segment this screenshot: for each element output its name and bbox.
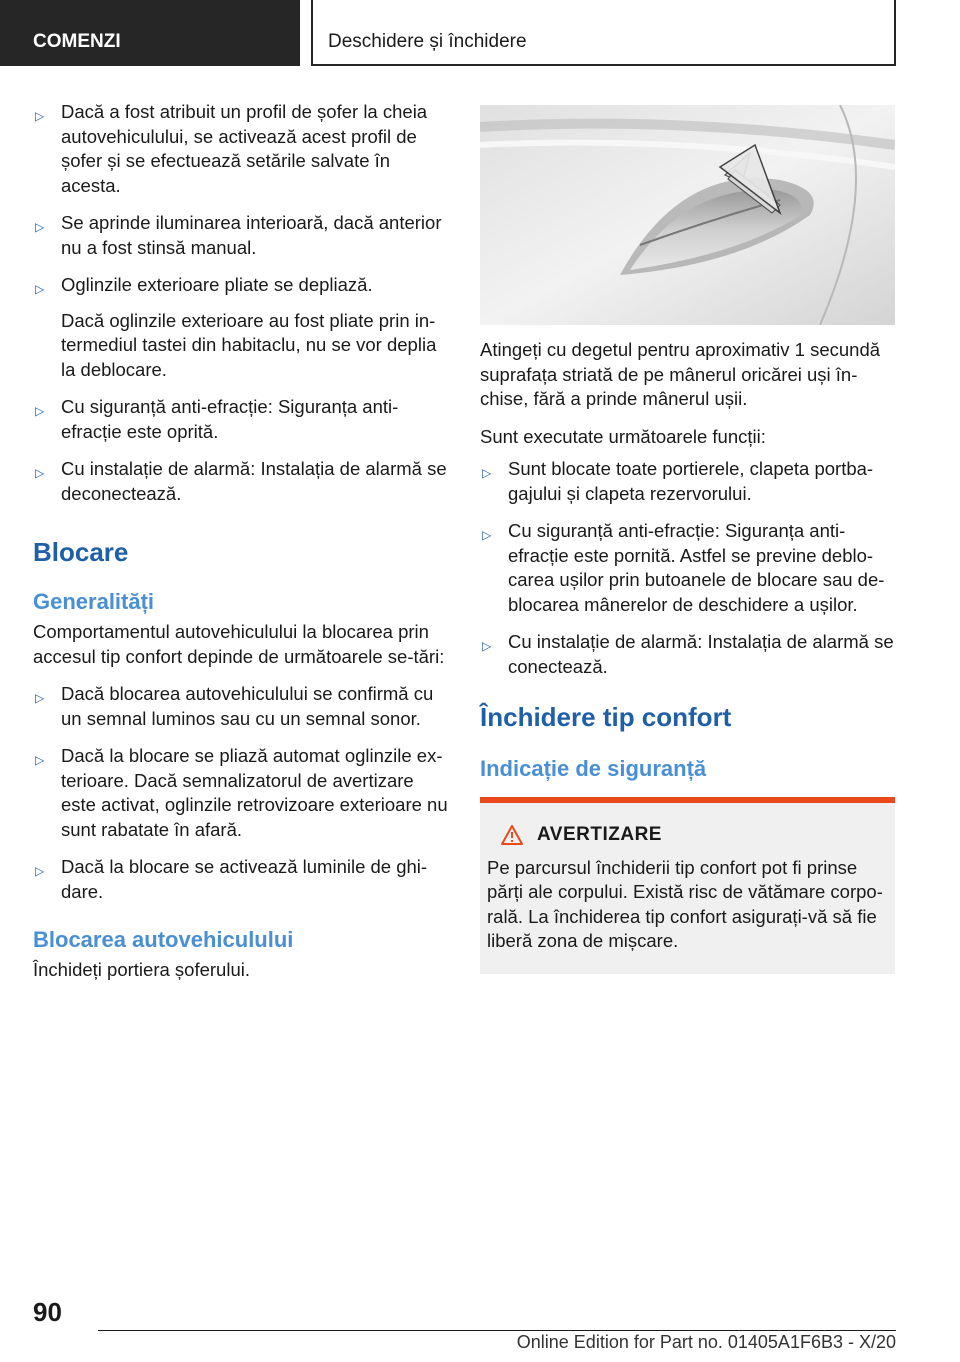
bullet-triangle-icon: ▷ — [35, 691, 45, 705]
blocarea-paragraph: Închideți portiera șoferului. — [33, 959, 250, 980]
list-item: ▷ Dacă blocarea autovehiculului se confirmă cu un semnal luminos sau cu un semnal sonor. — [35, 683, 434, 729]
door-handle-photo — [480, 105, 895, 325]
list-item: ▷ Dacă la blocare se activează luminile de ghi‐dare. — [35, 856, 428, 902]
functions-list — [480, 457, 895, 679]
list-item: ▷ Cu siguranță anti-efracție: Siguranța anti-efracție este oprită. — [35, 396, 399, 442]
list-item: ▷ Oglinzile exterioare pliate se depliază. Dacă oglinzile exterioare au fost pliate prin in‐termediul tastei din habitaclu, nu se vor deplia la deblocare. — [33, 273, 448, 382]
bullet-triangle-icon: ▷ — [35, 109, 45, 123]
unlock-bullet-list — [33, 100, 448, 506]
bullet-triangle-icon: ▷ — [482, 639, 492, 653]
list-item: ▷ Se aprinde iluminarea interioară, dacă anterior nu a fost stinsă manual. — [35, 212, 442, 258]
bullet-triangle-icon: ▷ — [35, 753, 45, 767]
heading-inchidere-tip-confort: Închidere tip confort — [480, 702, 732, 732]
heading-blocare: Blocare — [33, 537, 129, 567]
bullet-triangle-icon: ▷ — [482, 466, 492, 480]
warning-box — [480, 797, 895, 974]
edition-footer: Online Edition for Part no. 01405A1F6B3 - X/20 — [516, 1332, 896, 1352]
bullet-triangle-icon: ▷ — [482, 528, 492, 542]
list-item: ▷ Cu instalație de alarmă: Instalația de alarmă se deconectează. — [35, 458, 447, 504]
lock-settings-list — [33, 682, 448, 904]
list-item: ▷ Cu siguranță anti-efracție: Siguranța anti-efracție este pornită. Astfel se previne deblo‐carea ușilor prin butoanele de blocare sau de‐blocarea mânerelor de deschidere a ușilor. — [482, 520, 885, 615]
list-item: ▷ Sunt blocate toate portierele, clapeta portba‐gajului și clapeta rezervorului. — [482, 458, 874, 504]
instruction-paragraph: Atingeți cu degetul pentru aproximativ 1 secundă suprafața striată de pe mânerul oricărei uși în‐chise, fără a prinde mânerul ușii. — [480, 339, 881, 409]
footer-divider — [98, 1330, 896, 1331]
bullet-triangle-icon: ▷ — [35, 220, 45, 234]
warning-title: AVERTIZARE — [487, 823, 885, 848]
generalitati-paragraph: Comportamentul autovehiculului la blocarea prin accesul tip confort depinde de următoarele se‐tări: — [33, 621, 445, 667]
bullet-triangle-icon: ▷ — [35, 864, 45, 878]
list-item: ▷ Dacă a fost atribuit un profil de șofer la cheia autovehiculului, se activează acest profil de șofer și se efectuează setările salvate în acesta. — [35, 101, 428, 196]
list-item: ▷ Dacă la blocare se pliază automat oglinzile ex‐terioare. Dacă semnalizatorul de avertizare este activat, oglinzile retrovizoare exterioare nu sunt rabatate în afară. — [35, 745, 448, 840]
warning-text: Pe parcursul închiderii tip confort pot fi prinse părți ale corpului. Există risc de vătămare corpo‐rală. La închiderea tip confort asigurați-vă să fie liberă zona de mișcare. — [487, 856, 883, 951]
right-column — [480, 105, 895, 974]
bullet-triangle-icon: ▷ — [35, 466, 45, 480]
heading-indicatie-siguranta: Indicație de siguranță — [480, 756, 707, 781]
functions-intro: Sunt executate următoarele funcții: — [480, 425, 766, 447]
page-number: 90 — [33, 1297, 62, 1327]
heading-blocarea-autovehiculului: Blocarea autovehiculului — [33, 927, 294, 952]
section-tab: COMENZI — [0, 0, 300, 66]
bullet-triangle-icon: ▷ — [35, 282, 45, 296]
list-item-note: Dacă oglinzile exterioare au fost pliate prin in‐termediul tastei din habitaclu, nu se vor deplia la deblocare. — [61, 309, 437, 380]
warning-triangle-icon — [501, 825, 523, 845]
bullet-triangle-icon: ▷ — [35, 404, 45, 418]
chapter-title: Deschidere și închidere — [311, 0, 896, 66]
left-column — [33, 100, 448, 983]
heading-generalitati: Generalități — [33, 589, 155, 614]
list-item: ▷ Cu instalație de alarmă: Instalația de alarmă se conectează. — [482, 631, 894, 677]
door-handle-illustration — [480, 105, 895, 325]
page-header — [0, 0, 960, 66]
